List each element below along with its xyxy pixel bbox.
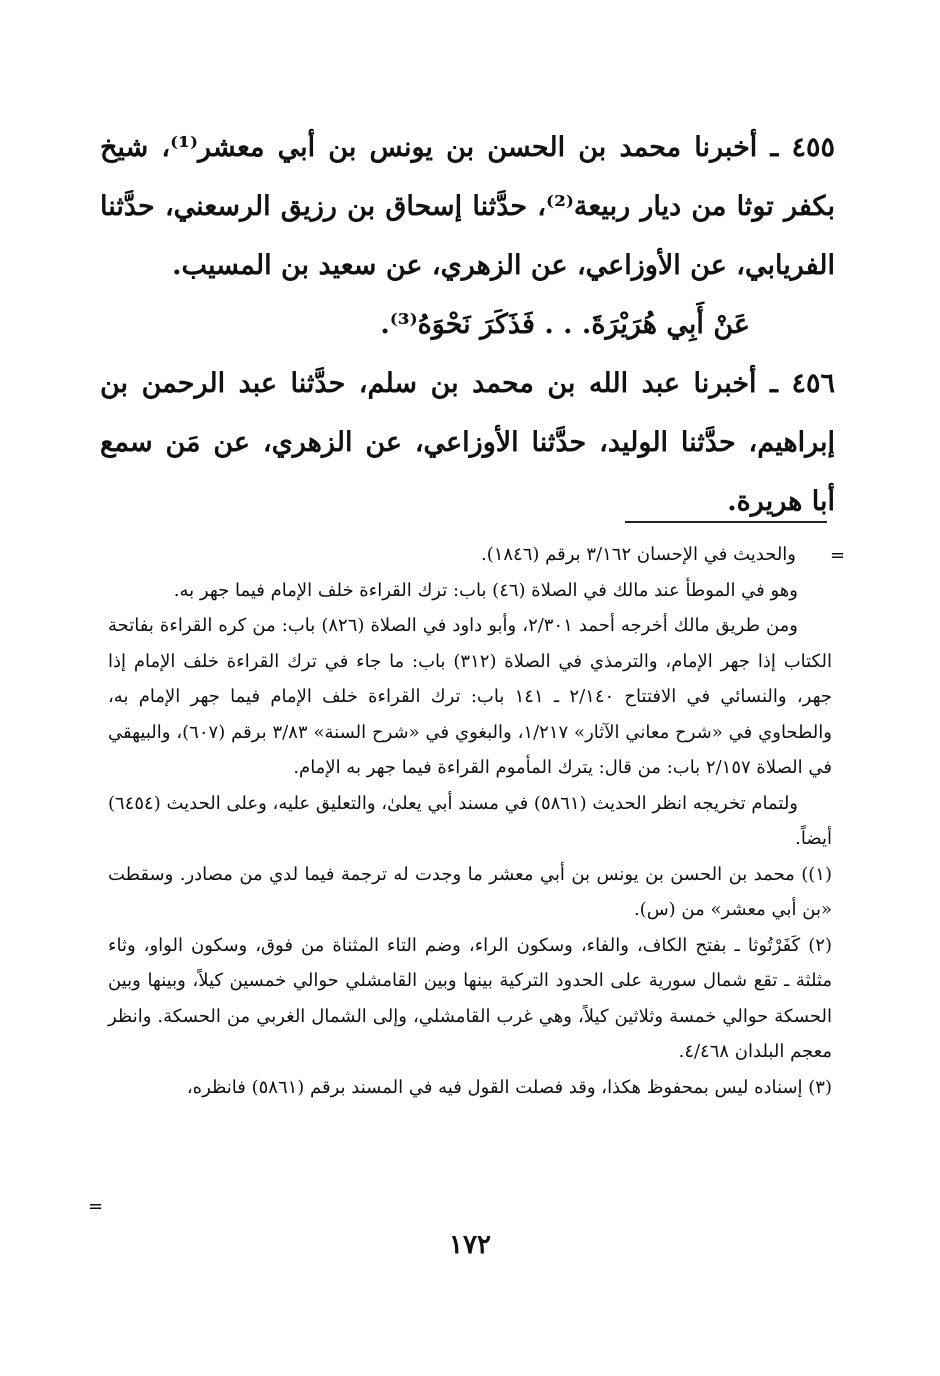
hadith-456: ٤٥٦ ـ أخبرنا عبد الله بن محمد بن سلم، حدَّثنا عبد الرحمن بن إبراهيم، حدَّثنا الوليد، حدَّثنا الأوزاعي، عن الزهري، عن مَن سمع أبا هريرة. bbox=[100, 368, 835, 517]
continuation-mark-bottom: = bbox=[88, 1196, 104, 1217]
hadith-455-quote: عَنْ أَبِي هُرَيْرَةَ. . . فَذَكَرَ نَحْوَهُ⁽³⁾. bbox=[380, 309, 750, 340]
hadith-455: ٤٥٥ ـ أخبرنا محمد بن الحسن بن يونس بن أبي معشر⁽¹⁾، شيخ بكفر توثا من ديار ربيعة⁽²⁾، حدَّثنا إسحاق بن رزيق الرسعني، حدَّثنا الفريابي، عن الأوزاعي، عن الزهري، عن سعيد بن المسيب. bbox=[100, 132, 836, 281]
note-line: وهو في الموطأ عند مالك في الصلاة (٤٦) باب: ترك القراءة خلف الإمام فيما جهر به. bbox=[173, 579, 798, 601]
note-line: ومن طريق مالك أخرجه أحمد ٢/٣٠١، وأبو داود في الصلاة (٨٢٦) باب: من كره القراءة بفاتحة الكتاب إذا جهر الإمام، والترمذي في الصلاة (٣١٢) باب: ما جاء في ترك القراءة خلف الإمام إذا جهر، والنسائي في الافتتاح ٢/١٤٠ ـ ١٤١ باب: ترك القراءة خلف الإمام فيما جهر الإمام به، والطحاوي في «شرح معاني الآثار» ١/٢١٧، والبغوي في «شرح السنة» ٣/٨٣ برقم (٦٠٧)، والبيهقي في الصلاة ٢/١٥٧ باب: من قال: يترك المأموم القراءة فيما جهر به الإمام. bbox=[108, 615, 832, 778]
note-line: والحديث في الإحسان ٣/١٦٢ برقم (١٨٤٦). bbox=[480, 544, 796, 565]
footnote-2: (٢) كَفَرْتُوثا ـ بفتح الكاف، والفاء، وسكون الراء، وضم التاء المثناة من فوق، وسكون الواو، وثاء مثلثة ـ تقع شمال سورية على الحدود التركية بينها وبين القامشلي حوالي خمسين كيلاً، وبينها وبين الحسكة حوالي خمسة وثلاثين كيلاً، وهي غرب القامشلي، وإلى الشمال الغربي من الحسكة. وانظر معجم البلدان ٤/٤٦٨. bbox=[108, 934, 832, 1062]
footnote-3: (٣) إسناده ليس بمحفوظ هكذا، وقد فصلت القول فيه في المسند برقم (٥٨٦١) فانظره، bbox=[186, 1076, 832, 1098]
note-line: ولتمام تخريجه انظر الحديث (٥٨٦١) في مسند أبي يعلىٰ، والتعليق عليه، وعلى الحديث (٦٤٥٤) أيضاً. bbox=[108, 792, 832, 849]
footnotes bbox=[108, 537, 832, 1105]
footnote-1: (١)) محمد بن الحسن بن يونس بن أبي معشر ما وجدت له ترجمة فيما لدي من مصادر. وسقطت «بن أبي معشر» من (س). bbox=[108, 863, 832, 920]
page-number: ١٧٢ bbox=[449, 1230, 491, 1260]
main-text bbox=[100, 118, 835, 531]
continuation-mark-top: = bbox=[830, 545, 846, 566]
footnote-divider bbox=[625, 521, 827, 523]
